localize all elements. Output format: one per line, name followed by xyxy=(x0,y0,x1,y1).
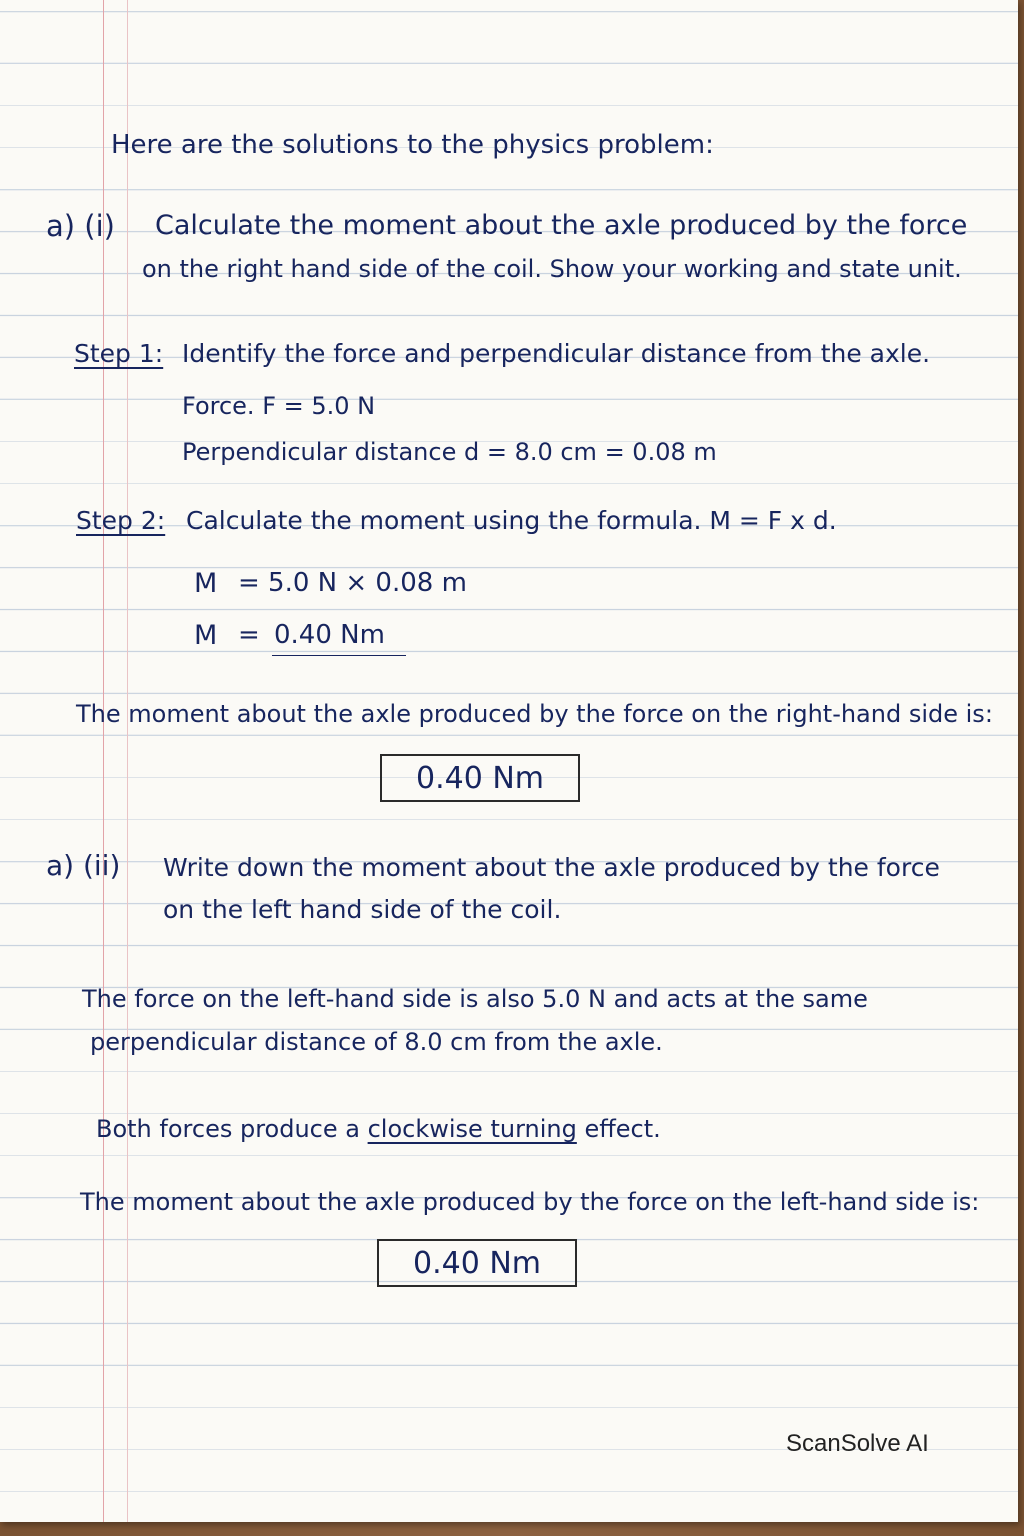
both-forces-pre: Both forces produce a xyxy=(96,1115,360,1143)
answer-box-a-i: 0.40 Nm xyxy=(380,754,580,802)
explanation-line1: The force on the left-hand side is also 5.0 N and acts at the same xyxy=(82,985,868,1013)
intro-text: Here are the solutions to the physics problem: xyxy=(111,130,714,160)
step2-text: Calculate the moment using the formula. M = F x d. xyxy=(186,506,837,535)
clockwise-turning-underlined: clockwise turning xyxy=(367,1115,577,1143)
force-line: Force. F = 5.0 N xyxy=(182,392,376,420)
both-forces-post: effect. xyxy=(584,1115,661,1143)
both-forces-text xyxy=(96,1117,661,1141)
distance-line: Perpendicular distance d = 8.0 cm = 0.08 m xyxy=(182,438,717,466)
part-a-ii-question-line1: Write down the moment about the axle produced by the force xyxy=(163,853,940,882)
part-a-ii-conclusion: The moment about the axle produced by the force on the left-hand side is: xyxy=(80,1188,980,1216)
scansolve-signature: ScanSolve AI xyxy=(786,1430,929,1457)
result-underline xyxy=(272,655,406,656)
calc-line2-result: 0.40 Nm xyxy=(274,620,385,650)
part-a-i-label: a) (i) xyxy=(46,209,115,243)
step1-label: Step 1: xyxy=(74,339,164,368)
calc-line1-rhs: = 5.0 N × 0.08 m xyxy=(238,568,467,598)
answer-box-a-ii: 0.40 Nm xyxy=(377,1239,577,1287)
calc-line2-equals: = xyxy=(238,620,260,650)
part-a-ii-question-line2: on the left hand side of the coil. xyxy=(163,895,562,924)
step2-label: Step 2: xyxy=(76,506,166,535)
margin-line-secondary xyxy=(127,0,128,1522)
explanation-line2: perpendicular distance of 8.0 cm from the axle. xyxy=(90,1028,663,1056)
part-a-ii-label: a) (ii) xyxy=(46,849,121,882)
calc-line2-lhs: M xyxy=(194,620,218,651)
step1-text: Identify the force and perpendicular distance from the axle. xyxy=(182,339,931,368)
part-a-i-question-line1: Calculate the moment about the axle produced by the force xyxy=(155,210,968,241)
part-a-i-conclusion: The moment about the axle produced by the force on the right-hand side is: xyxy=(76,700,993,728)
calc-line1-lhs: M xyxy=(194,568,218,599)
part-a-i-question-line2: on the right hand side of the coil. Show your working and state unit. xyxy=(142,255,962,283)
